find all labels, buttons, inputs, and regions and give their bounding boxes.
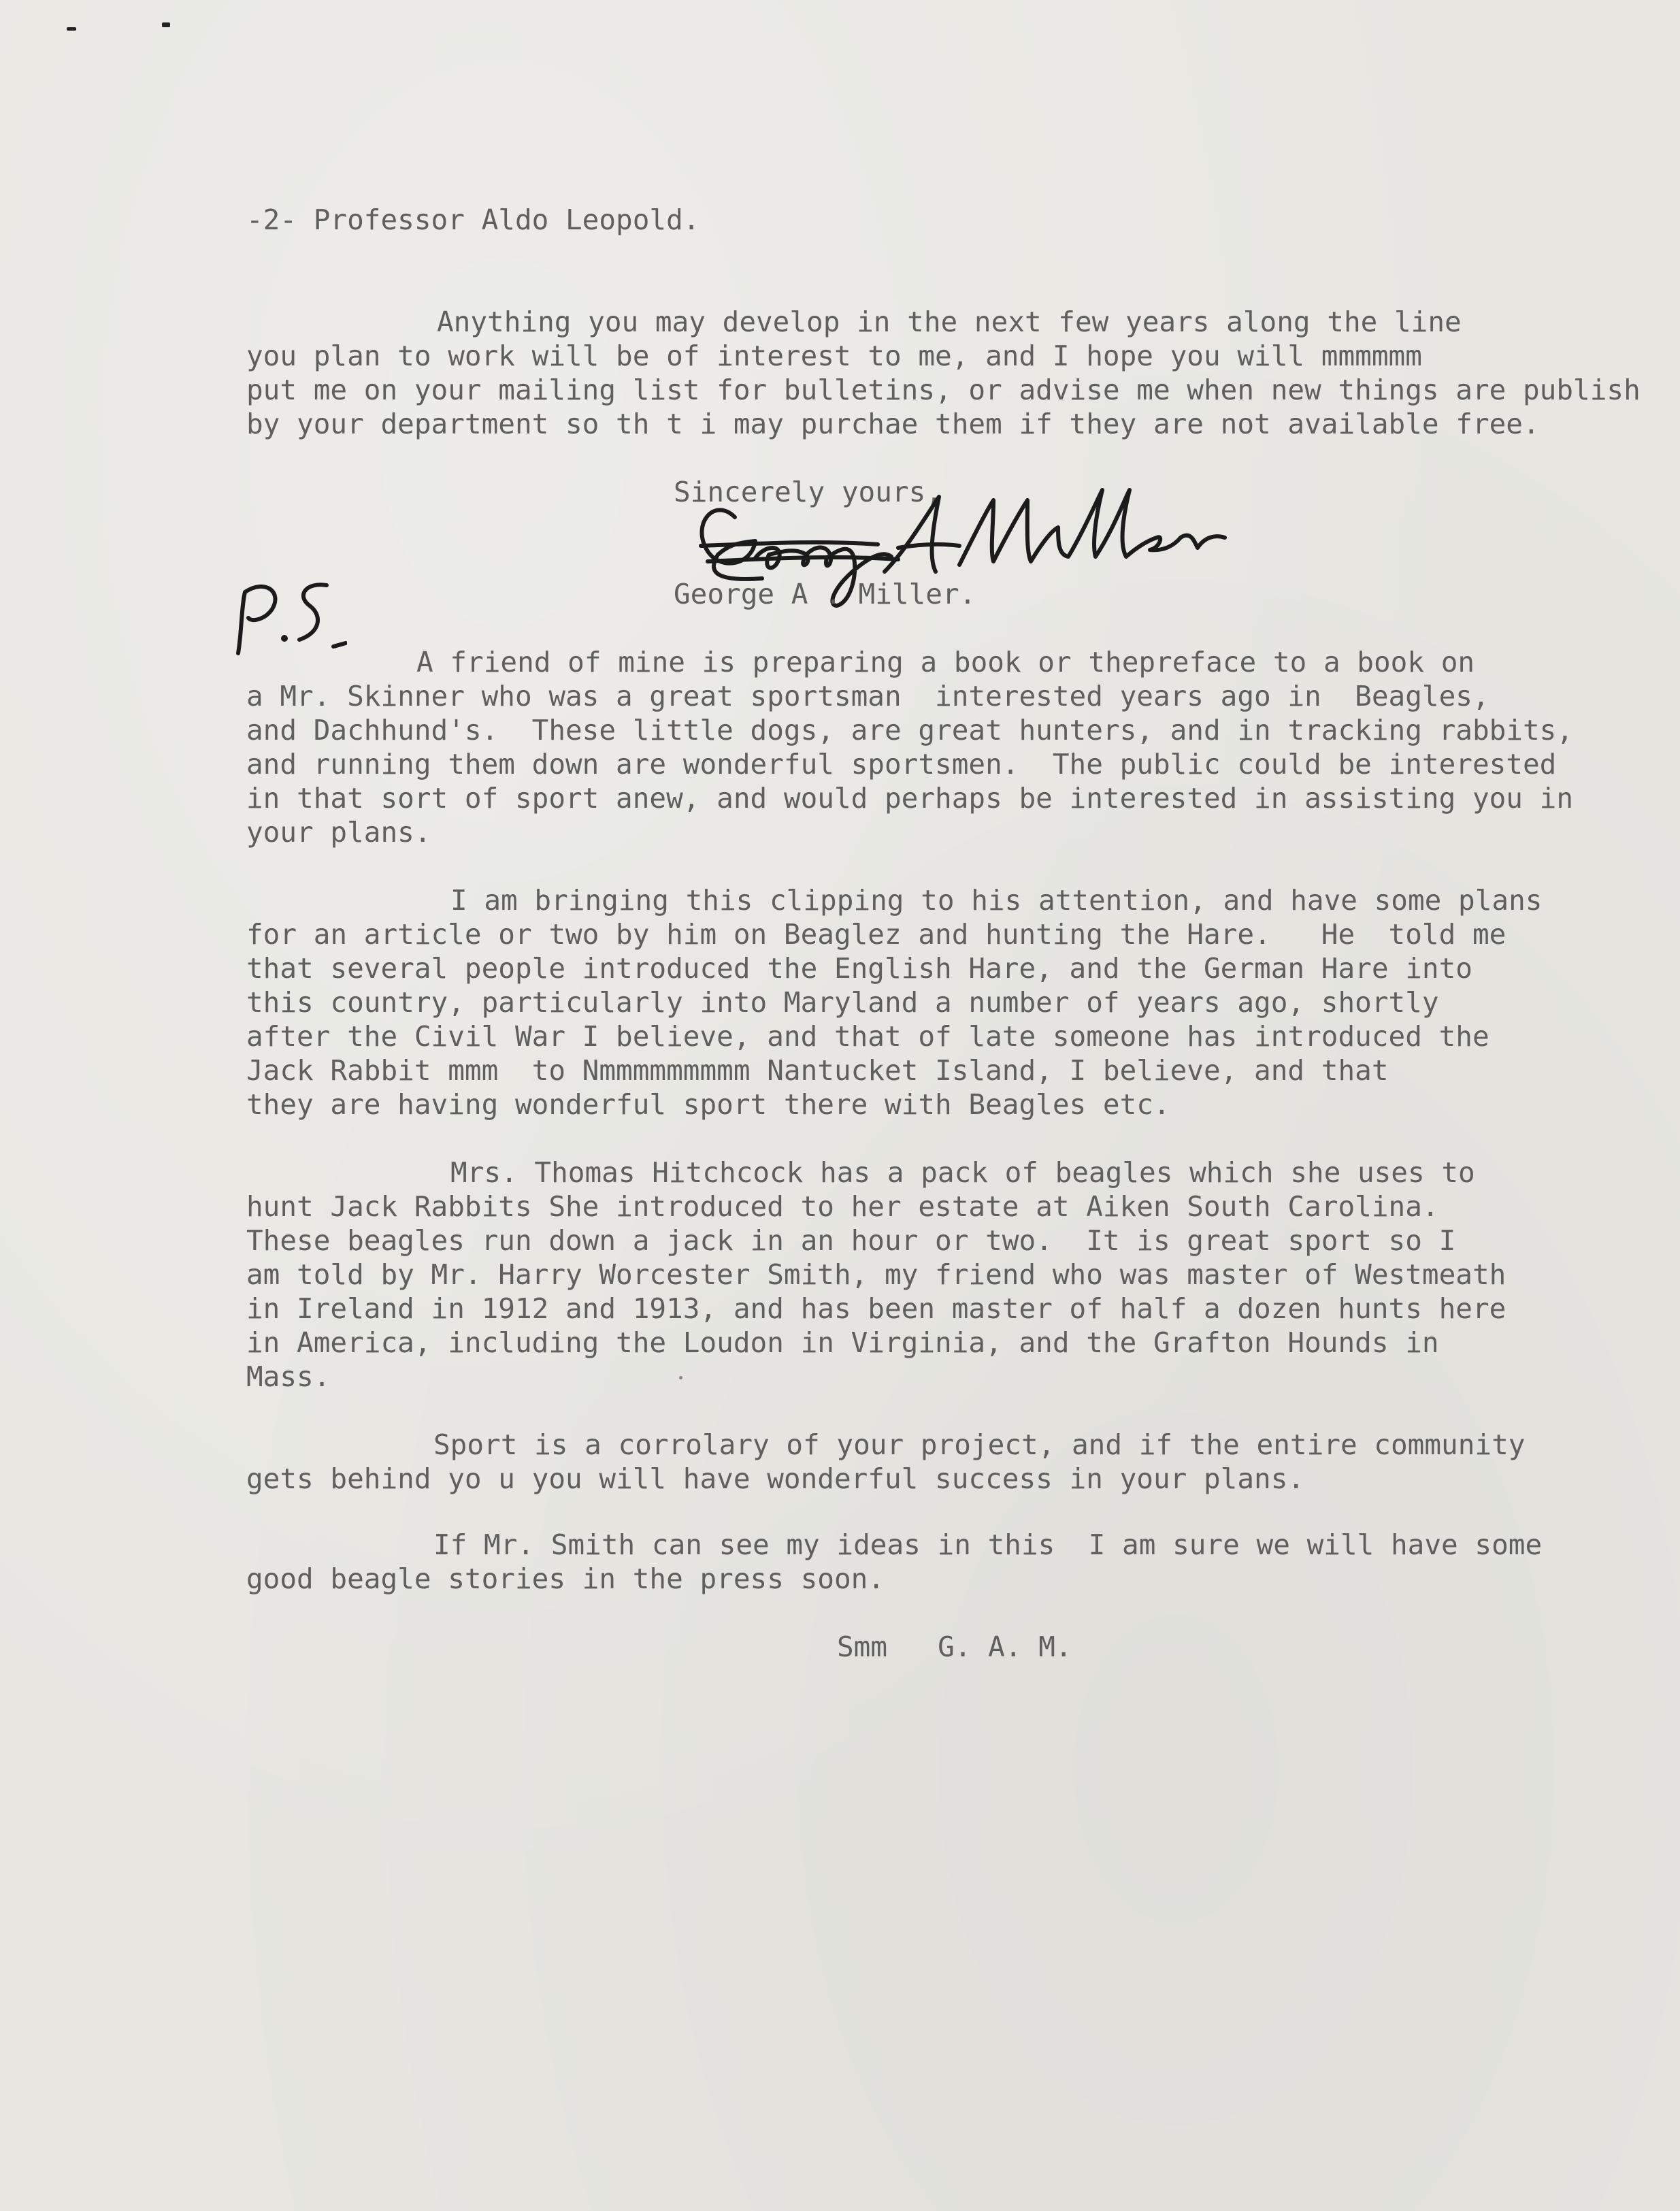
text-line: Mrs. Thomas Hitchcock has a pack of beagles which she uses to: [450, 1156, 1475, 1189]
paper-speck: [679, 1376, 682, 1379]
paragraph-4: [246, 1156, 1662, 1394]
typed-name: George A . Miller.: [674, 578, 976, 610]
paragraph-6: [246, 1528, 1662, 1596]
closing: Sincerely yours,: [674, 476, 942, 508]
text-line: Mass.: [246, 1360, 331, 1393]
page-header: -2- Professor Aldo Leopold.: [246, 203, 700, 236]
text-line: and Dachhund's. These little dogs, are great hunters, and in tracking rabbits,: [246, 714, 1574, 747]
text-line: Anything you may develop in the next few years along the line: [437, 306, 1462, 338]
text-line: a Mr. Skinner who was a great sportsman interested years ago in Beagles,: [246, 680, 1489, 713]
paragraph-2: [246, 645, 1662, 849]
text-line: am told by Mr. Harry Worcester Smith, my friend who was master of Westmeath: [246, 1258, 1506, 1291]
text-line: your plans.: [246, 816, 431, 849]
text-line: in that sort of sport anew, and would perhaps be interested in assisting you in: [246, 782, 1574, 815]
paragraph-5: [246, 1428, 1662, 1496]
text-line: in Ireland in 1912 and 1913, and has been master of half a dozen hunts here: [246, 1292, 1506, 1325]
text-line: this country, particularly into Maryland a number of years ago, shortly: [246, 986, 1439, 1019]
text-line: gets behind yo u you will have wonderful success in your plans.: [246, 1462, 1305, 1495]
text-line: put me on your mailing list for bulletins, or advise me when new things are publish: [246, 374, 1641, 406]
text-line: hunt Jack Rabbits She introduced to her estate at Aiken South Carolina.: [246, 1190, 1439, 1223]
text-line: and running them down are wonderful sportsmen. The public could be interested: [246, 748, 1557, 781]
text-line: If Mr. Smith can see my ideas in this I am sure we will have some: [433, 1528, 1543, 1561]
corner-mark: [162, 22, 170, 27]
paragraph-1: [246, 305, 1662, 441]
initials: Smm G. A. M.: [837, 1631, 1072, 1663]
text-line: you plan to work will be of interest to me, and I hope you will mmmmmm: [246, 340, 1422, 372]
text-line: Jack Rabbit mmm to Nmmmmmmmmm Nantucket Island, I believe, and that: [246, 1054, 1389, 1087]
text-line: I am bringing this clipping to his attention, and have some plans: [450, 884, 1543, 917]
text-line: for an article or two by him on Beaglez and hunting the Hare. He told me: [246, 918, 1506, 951]
text-line: Sport is a corrolary of your project, and if the entire community: [433, 1428, 1526, 1461]
text-line: These beagles run down a jack in an hour or two. It is great sport so I: [246, 1224, 1456, 1257]
corner-mark: [67, 27, 76, 31]
paragraph-3: [246, 883, 1662, 1121]
text-line: by your department so th t i may purchae them if they are not available free.: [246, 408, 1540, 440]
text-line: they are having wonderful sport there with Beagles etc.: [246, 1088, 1170, 1121]
text-line: good beagle stories in the press soon.: [246, 1562, 885, 1595]
text-line: A friend of mine is preparing a book or thepreface to a book on: [416, 646, 1475, 678]
text-line: in America, including the Loudon in Virginia, and the Grafton Hounds in: [246, 1326, 1439, 1359]
text-line: after the Civil War I believe, and that of late someone has introduced the: [246, 1020, 1489, 1053]
text-line: that several people introduced the English Hare, and the German Hare into: [246, 952, 1472, 985]
